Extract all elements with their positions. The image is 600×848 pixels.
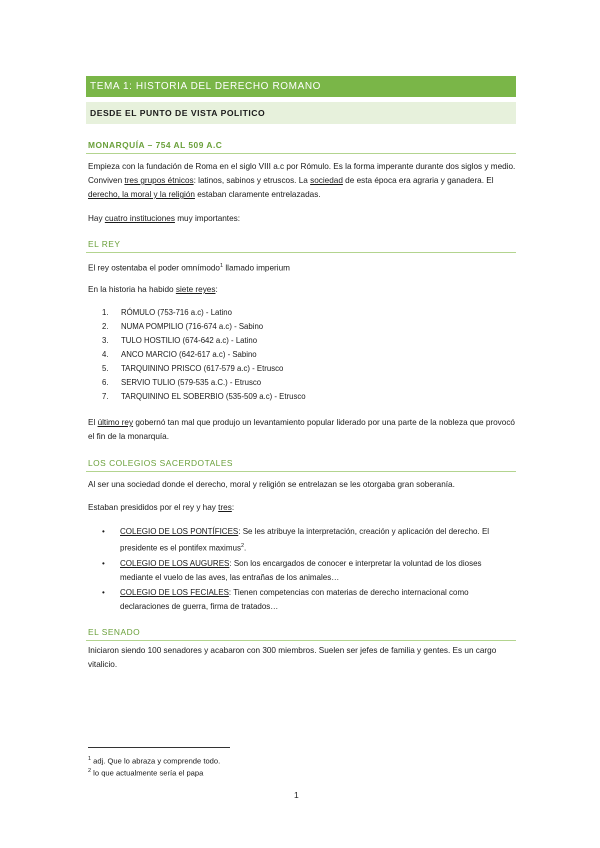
paragraph-colegios-tres	[88, 501, 516, 515]
text-run: Empieza con la fundación de Roma en el siglo VIII a.c por Rómulo. Es la forma imperante durante dos siglos y medio. Conviven	[88, 162, 516, 185]
text-run: .	[244, 543, 247, 553]
underlined-term: sociedad	[310, 176, 343, 185]
footnote-divider	[88, 747, 230, 748]
college-name: COLEGIO DE LOS AUGURES	[120, 558, 230, 568]
text-run: Hay	[88, 214, 105, 223]
list-item-text: TULO HOSTILIO (674-642 a.c) - Latino	[121, 336, 258, 345]
list-number: 3.	[102, 336, 109, 345]
list-item-text: ANCO MARCIO (642-617 a.c) - Sabino	[121, 350, 257, 359]
list-item-text: SERVIO TULIO (579-535 a.C.) - Etrusco	[121, 378, 262, 387]
section-heading-monarquia: MONARQUÍA – 754 AL 509 A.C	[86, 140, 516, 154]
college-name: COLEGIO DE LOS PONTÍFICES	[120, 527, 239, 536]
paragraph-senado: Iniciaron siendo 100 senadores y acabaron con 300 miembros. Suelen ser jefes de familia y gentes. Es un cargo vitalicio.	[88, 646, 497, 669]
section-heading-rey: EL REY	[86, 239, 516, 253]
text-run: de esta época era agraria y ganadera. El	[342, 176, 494, 185]
list-item	[88, 557, 516, 585]
list-item	[88, 334, 488, 348]
page-title: TEMA 1: HISTORIA DEL DERECHO ROMANO	[86, 76, 516, 97]
text-run: llamado imperium	[223, 263, 290, 273]
college-description: : Se les atribuye la interpretación, creación y aplicación del derecho. El presidente es el pontifex maximus	[120, 527, 490, 553]
college-name: COLEGIO DE LOS FECIALES	[120, 587, 229, 597]
paragraph-instituciones	[88, 212, 516, 226]
footnote-2	[88, 765, 203, 780]
list-item	[88, 525, 516, 556]
list-number: 5.	[102, 364, 109, 373]
college-description: : Tienen competencias con materias de derecho internacional como declaraciones de guerra, firma de tratados…	[120, 587, 469, 611]
bullet-icon: •	[102, 587, 105, 597]
paragraph-ultimo-rey	[88, 416, 516, 444]
text-run: En la historia ha habido	[88, 285, 176, 294]
kings-list	[88, 306, 488, 404]
paragraph-rey-poder	[88, 259, 516, 276]
paragraph-siete-reyes	[88, 283, 516, 297]
underlined-term: derecho, la moral y la religión	[88, 190, 195, 199]
text-run: : latinos, sabinos y etruscos. La	[193, 176, 311, 185]
footnote-ref: 2	[240, 543, 245, 549]
list-item	[88, 306, 488, 320]
page-number: 1	[294, 790, 299, 800]
underlined-term: siete reyes	[175, 285, 216, 294]
list-item	[88, 362, 488, 376]
paragraph-colegios-intro: Al ser una sociedad donde el derecho, moral y religión se entrelazan se les otorgaba gran soberanía.	[88, 480, 455, 489]
text-run: muy importantes:	[174, 214, 241, 223]
bullet-icon: •	[102, 527, 105, 536]
list-item	[88, 320, 488, 334]
footnote-mark: 1	[88, 756, 92, 762]
list-number: 6.	[102, 378, 109, 387]
text-run: El rey ostentaba el poder omnímodo	[88, 263, 220, 273]
text-run: estaban claramente entrelazadas.	[194, 190, 321, 199]
footnote-text: adj. Que lo abraza y comprende todo.	[91, 756, 221, 766]
underlined-term: cuatro instituciones	[104, 214, 175, 223]
list-item	[88, 376, 488, 390]
text-run: Estaban presididos por el rey y hay	[88, 503, 219, 512]
list-item-text: NUMA POMPILIO (716-674 a.c) - Sabino	[121, 322, 264, 331]
bullet-icon: •	[102, 558, 105, 568]
list-item	[88, 390, 488, 404]
underlined-term: último rey	[97, 418, 134, 427]
colleges-list	[88, 525, 516, 615]
list-item-text: TARQUININO PRISCO (617-579 a.c) - Etrusco	[121, 364, 284, 373]
text-run: El	[88, 418, 98, 427]
paragraph-monarquia-intro	[88, 160, 516, 202]
list-number: 7.	[102, 392, 109, 401]
list-item	[88, 348, 488, 362]
page-subtitle: DESDE EL PUNTO DE VISTA POLITICO	[86, 102, 516, 124]
section-heading-senado: EL SENADO	[86, 627, 516, 641]
text-run: gobernó tan mal que produjo un levantamiento popular liderado por una parte de la nobleza que provocó el fin de la monarquía.	[88, 418, 515, 441]
list-number: 1.	[102, 308, 109, 317]
underlined-term: tres	[218, 503, 232, 512]
footnote-text: lo que actualmente sería el papa	[91, 768, 204, 778]
list-number: 2.	[102, 322, 109, 331]
list-number: 4.	[102, 350, 109, 359]
list-item-text: TARQUININO EL SOBERBIO (535-509 a.c) - Etrusco	[121, 392, 306, 401]
section-heading-colegios: LOS COLEGIOS SACERDOTALES	[86, 458, 516, 472]
list-item-text: RÓMULO (753-716 a.c) - Latino	[121, 308, 232, 317]
college-description: : Son los encargados de conocer e interpretar la voluntad de los dioses mediante el vuelo de las aves, las entrañas de los animales…	[120, 558, 482, 582]
text-run: :	[231, 503, 235, 512]
text-run: :	[215, 285, 218, 294]
footnote-ref: 1	[220, 263, 224, 269]
underlined-term: tres grupos étnicos	[124, 176, 194, 185]
footnote-mark: 2	[88, 768, 92, 774]
list-item	[88, 586, 516, 614]
